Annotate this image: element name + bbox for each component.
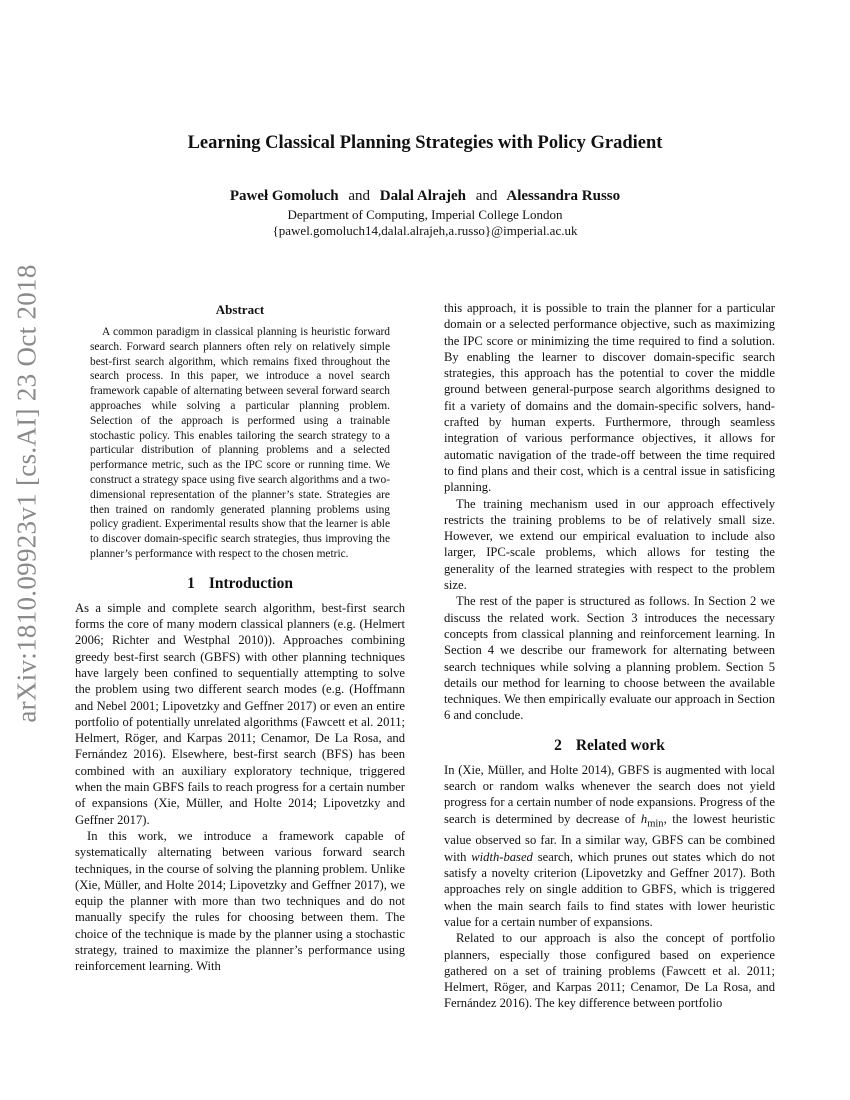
math-h: h [640, 811, 648, 826]
right-column [444, 300, 775, 1012]
paragraph-text: In (Xie, Müller, and Holte 2014), GBFS is augmented with local search or random walks whenever the search does not yield progress for a certain number of node expansions. Progress of the search is determined by decrease of [444, 762, 775, 826]
paragraph: In this work, we introduce a framework capable of systematically alternating between various forward search techniques, in the course of solving the planning problem. Unlike (Xie, Müller, and Holte 2014; Lipovetzky and Geffner 2017), we equip the planner with more than two techniques and do not manually specify the rules for choosing between them. The choice of the technique is made by the planner using a stochastic strategy, trained to maximize the planner’s performance using reinforcement learning. With [75, 828, 405, 974]
abstract-text: A common paradigm in classical planning is heuristic forward search. Forward search planners often rely on relatively simple best-first search algorithm, which remains fixed throughout the search process. In this paper, we introduce a novel search framework capable of alternating between several forward search approaches while solving a particular planning problem. Selection of the approach is performed using a trainable stochastic policy. This enables tailoring the search strategy to a particular distribution of planning problems and a selected performance metric, such as the IPC score or running time. We construct a strategy space using five search algorithms and a two-dimensional representation of the planner’s state. Strategies are then trained on randomly generated planning problems using policy gradient. Experimental results show that the learner is able to discover domain-specific search strategies, thus improving the planner’s performance with respect to the chosen metric. [90, 326, 390, 560]
section-title: Introduction [208, 574, 293, 592]
abstract-heading: Abstract [215, 302, 265, 317]
paper-title: Learning Classical Planning Strategies with Policy Gradient [187, 133, 663, 153]
paragraph-text: search, which prunes out states which do not satisfy a novelty criterion (Lipovetzky and Geffner 2017). Both approaches rely on single addition to GBFS, which is triggered when the main search fails to find states with lower heuristic value for a certain number of expansions. [444, 849, 775, 929]
section-number: 2 [554, 736, 562, 754]
math-subscript: min [647, 818, 664, 830]
left-column [75, 300, 405, 975]
author-name: Dalal Alrajeh [379, 188, 467, 204]
paragraph: The training mechanism used in our approach effectively restricts the training problems to be of relatively small size. However, we extend our empirical evaluation to include also larger, IPC-scale problems, which allows for testing the generality of the learned strategies with respect to the problem size. [444, 496, 775, 593]
affiliation-block [0, 207, 850, 239]
author-list [0, 188, 850, 205]
section-number: 1 [187, 574, 195, 592]
arxiv-stamp [5, 263, 49, 723]
paragraph: As a simple and complete search algorithm, best-first search forms the core of many modern classical planners (e.g. (Helmert 2006; Richter and Westphal 2010)). Approaches combining greedy best-first search (GBFS) with other planning techniques have largely been confined to sequentially attempting to solve the problem using two different search modes (e.g. (Hoffmann and Nebel 2001; Lipovetzky and Geffner 2017) or even an entire portfolio of potentially unrelated algorithms (Fawcett et al. 2011; Helmert, Röger, and Karpas 2011; Cenamor, De La Rosa, and Fernández 2016). Elsewhere, best-first search (BFS) has been combined with an auxiliary exploratory technique, triggered when the main GBFS fails to reach progress for a certain number of expansions (Xie, Müller, and Holte 2014; Lipovetzky and Geffner 2017). [75, 600, 405, 827]
author-name: Alessandra Russo [506, 188, 621, 204]
author-separator: and [475, 188, 498, 204]
paragraph-text: , the lowest heuristic value observed so far. In a similar way, GBFS can be combined with [444, 811, 775, 864]
author-name: Paweł Gomoluch [229, 188, 339, 204]
author-separator: and [348, 188, 371, 204]
section-heading-related-work [444, 737, 775, 755]
author-emails: {pawel.gomoluch14,dalal.alrajeh,a.russo}@imperial.ac.uk [272, 223, 578, 238]
affiliation: Department of Computing, Imperial College London [287, 207, 563, 222]
paragraph [444, 762, 775, 930]
paragraph: The rest of the paper is structured as follows. In Section 2 we discuss the related work. Section 3 introduces the necessary concepts from classical planning and reinforcement learning. In Section 4 we describe our framework for alternating between search techniques while solving a planning problem. Section 5 details our method for learning to choose between the available techniques. We then empirically evaluate our approach in Section 6 and conclude. [444, 594, 775, 723]
section-title: Related work [575, 736, 665, 754]
paragraph: Related to our approach is also the concept of portfolio planners, especially those configured based on experience gathered on a set of training problems (Fawcett et al. 2011; Helmert, Röger, and Karpas 2011; Cenamor, De La Rosa, and Fernández 2016). The key difference between portfolio [444, 931, 775, 1011]
emphasis-text: width-based [471, 849, 533, 864]
section-heading-introduction [75, 575, 405, 593]
arxiv-stamp-text: arXiv:1810.09923v1 [cs.AI] 23 Oct 2018 [11, 263, 42, 723]
paragraph: this approach, it is possible to train the planner for a particular domain or a selected performance objective, such as maximizing the IPC score or minimizing the time required to find a solution. By enabling the learner to discover domain-specific search strategies, this approach has the potential to cover the middle ground between general-purpose search algorithms designed to fit a variety of domains and the domain-specific solvers, hand-crafted by human experts. Furthermore, through seamless integration of various performance objectives, it allows for automatic navigation of the trade-off between the time required to find plans and their cost, which is a central issue in satisficing planning. [444, 301, 775, 495]
